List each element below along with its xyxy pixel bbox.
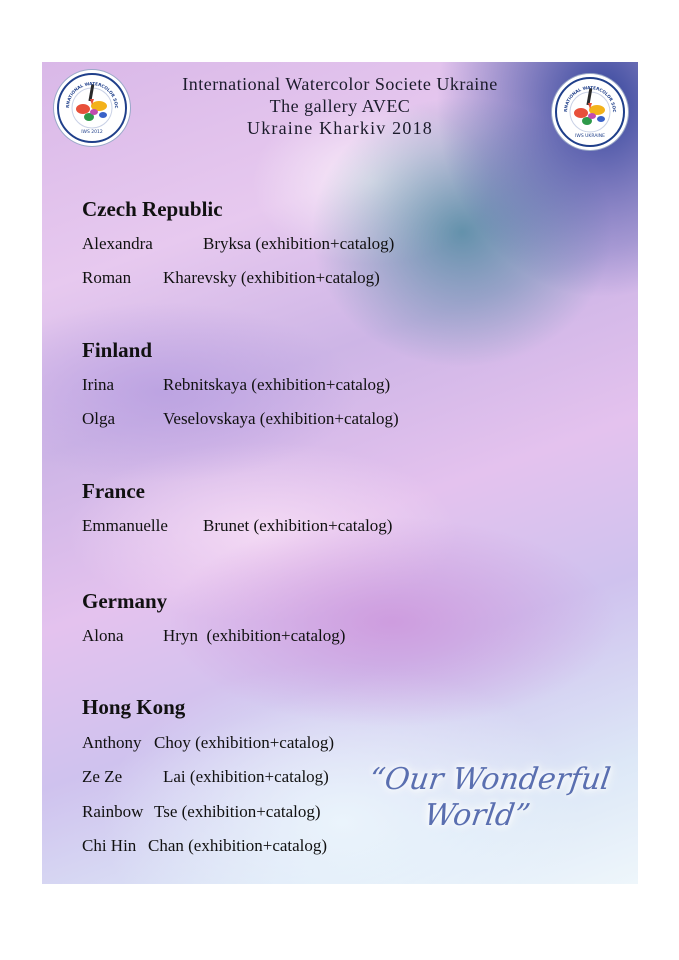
artist-last-name-note: Rebnitskaya (exhibition+catalog) [163, 375, 391, 394]
artist-last-name-note: Lai (exhibition+catalog) [163, 767, 329, 786]
artist-entry [82, 233, 394, 255]
artist-first-name: Irina [82, 375, 115, 394]
artist-first-name: Anthony [82, 733, 142, 752]
artist-first-name: Rainbow [82, 802, 144, 821]
artist-last-name-note: Chan (exhibition+catalog) [148, 836, 328, 855]
artist-first-name: Alexandra [82, 234, 153, 253]
artist-first-name: Emmanuelle [82, 516, 168, 535]
artist-entry [82, 766, 329, 788]
artist-entry [82, 835, 327, 857]
artist-entry [82, 732, 334, 754]
slogan-line-2: World” [422, 798, 533, 833]
artist-first-name: Alona [82, 626, 124, 645]
artist-entry [82, 374, 390, 396]
country-heading-czech-republic: Czech Republic [82, 197, 223, 221]
logo-right-arc-text: RNATIONAL WATERCOLOR SOC [562, 84, 618, 113]
logo-right-bottom-text: IWS UKRAINE [575, 134, 605, 139]
poster-header [42, 73, 638, 139]
country-heading-germany: Germany [82, 589, 168, 613]
artist-first-name: Chi Hin [82, 836, 137, 855]
artist-first-name: Ze Ze [82, 767, 123, 786]
slogan-our-wonderful-world [362, 762, 632, 834]
poster [42, 62, 638, 884]
artist-entry [82, 515, 392, 537]
slogan-line-1: “Our Wonderful [367, 762, 613, 797]
artist-last-name-note: Kharevsky (exhibition+catalog) [163, 268, 380, 287]
artist-entry [82, 408, 399, 430]
artist-entry [82, 625, 345, 647]
artist-last-name-note: Hryn (exhibition+catalog) [163, 626, 346, 645]
country-heading-france: France [82, 479, 145, 503]
artist-last-name-note: Bryksa (exhibition+catalog) [203, 234, 395, 253]
header-organization: International Watercolor Societe Ukraine [182, 74, 498, 94]
logo-left-bottom-text: IWS 2012 [81, 130, 103, 135]
artist-last-name-note: Brunet (exhibition+catalog) [203, 516, 393, 535]
country-heading-finland: Finland [82, 338, 153, 362]
header-location-year: Ukraine Kharkiv 2018 [247, 118, 433, 138]
logo-left-arc-text: RNATIONAL WATERCOLOR SOC [64, 80, 120, 109]
artist-entry [82, 267, 380, 289]
artist-first-name: Roman [82, 268, 132, 287]
artist-last-name-note: Tse (exhibition+catalog) [154, 802, 321, 821]
artist-last-name-note: Veselovskaya (exhibition+catalog) [163, 409, 399, 428]
header-gallery: The gallery AVEC [269, 96, 411, 116]
artist-first-name: Olga [82, 409, 116, 428]
artist-last-name-note: Choy (exhibition+catalog) [154, 733, 335, 752]
artist-entry [82, 801, 321, 823]
country-heading-hong-kong: Hong Kong [82, 695, 186, 719]
